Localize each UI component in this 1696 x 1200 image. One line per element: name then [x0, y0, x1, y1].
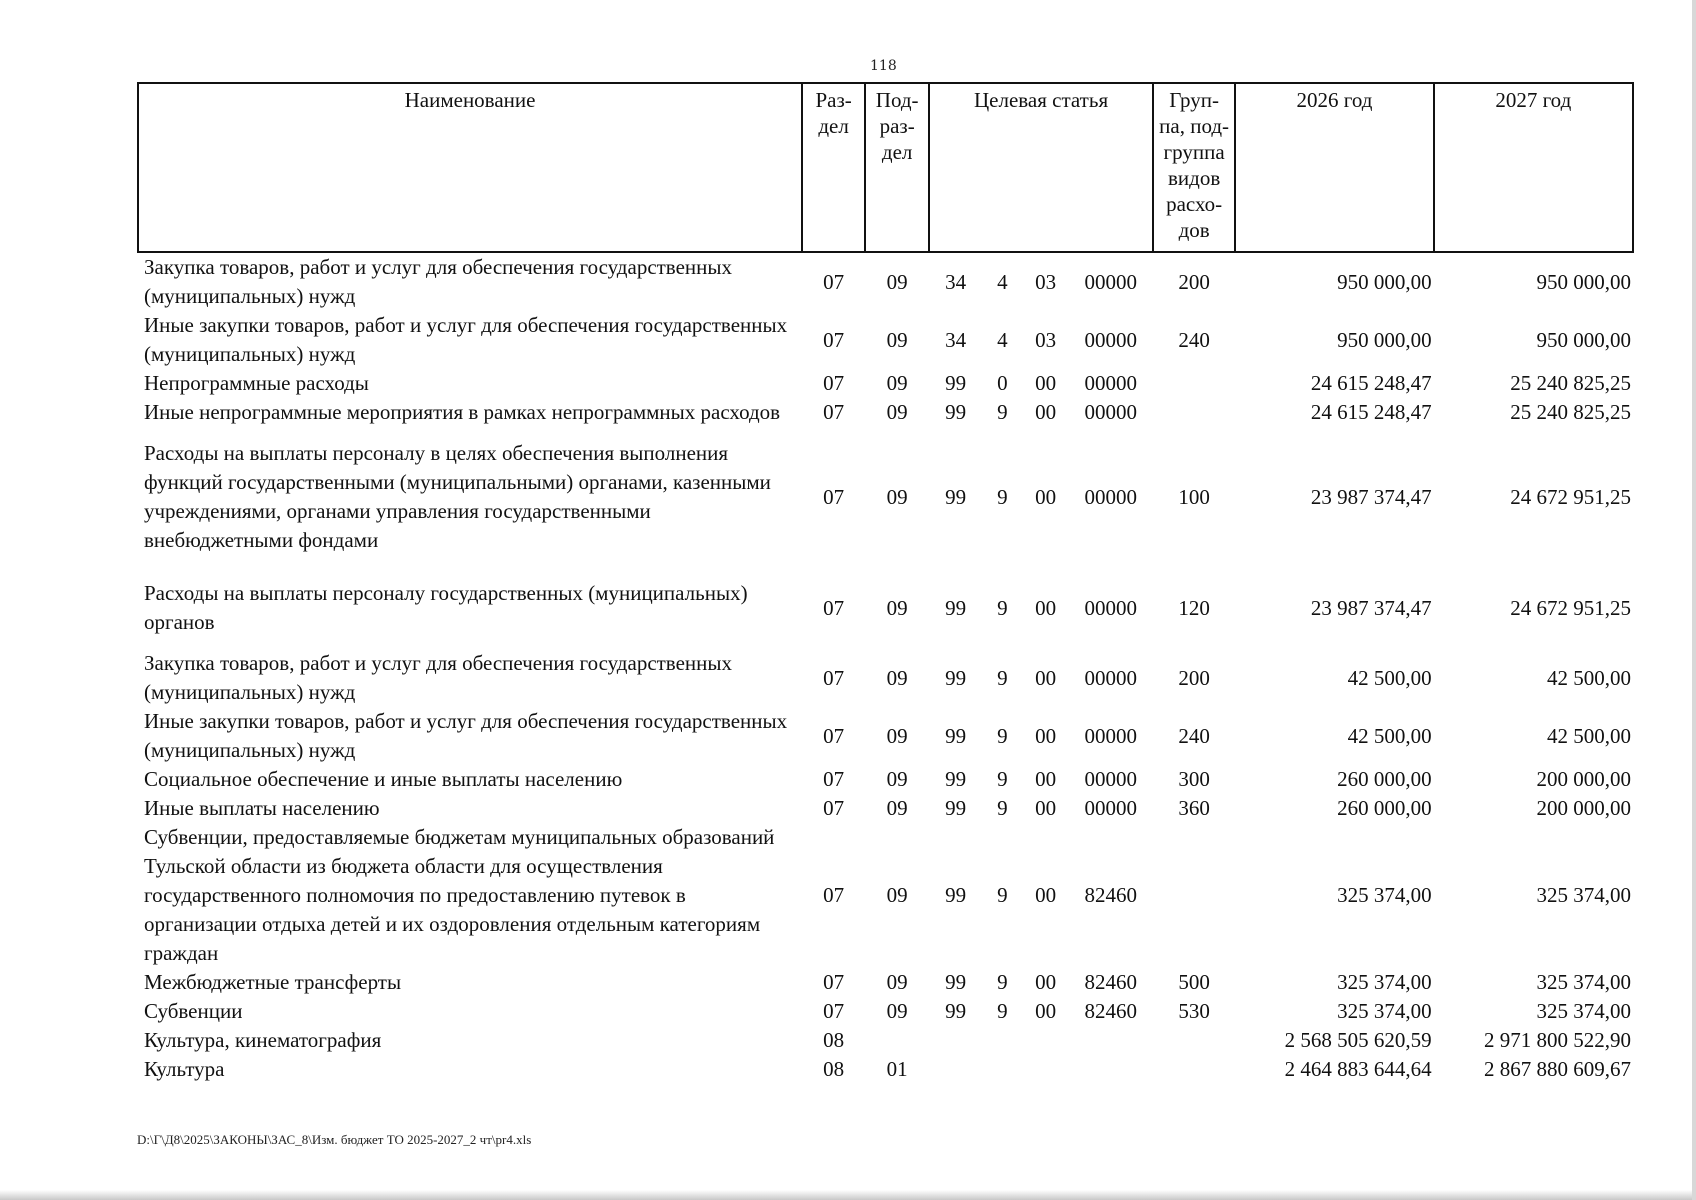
table-row	[138, 649, 1633, 707]
page-number: 118	[870, 58, 897, 74]
row-amount-2026: 24 615 248,47	[1310, 371, 1432, 395]
row-razdel: 07	[823, 767, 845, 791]
row-amount-2026: 2 464 883 644,64	[1284, 1057, 1432, 1081]
row-podrazdel: 09	[886, 970, 908, 994]
row-cs-sub: 00	[1035, 767, 1057, 791]
row-vid-rashodov: 360	[1178, 796, 1210, 820]
row-amount-2027: 42 500,00	[1547, 723, 1631, 748]
row-cs-program: 99	[945, 484, 967, 509]
row-name: Субвенции, предоставляемые бюджетам муниципальных образований Тульской области из бюджета области для осуществления государственного полномочия по предоставлению путевок в организации отдыха детей и их оздоровления отдельным категориям граждан	[144, 825, 775, 965]
header-2027: 2027 год	[1434, 83, 1633, 252]
row-podrazdel: 01	[886, 1057, 908, 1081]
row-name: Субвенции	[144, 999, 243, 1023]
row-amount-2027: 325 374,00	[1536, 883, 1631, 907]
table-row	[138, 794, 1633, 823]
row-cs-sub: 00	[1035, 371, 1057, 395]
row-vid-rashodov: 100	[1178, 484, 1210, 509]
budget-table	[137, 82, 1634, 1084]
header-2026: 2026 год	[1235, 83, 1433, 252]
row-cs-direction	[1068, 1026, 1152, 1055]
row-podrazdel: 09	[886, 327, 908, 352]
row-amount-2026: 950 000,00	[1337, 269, 1432, 294]
scan-edge-right	[1692, 0, 1696, 1200]
row-cs-direction: 00000	[1084, 400, 1137, 424]
row-name: Иные закупки товаров, работ и услуг для обеспечения государственных (муниципальных) нужд	[144, 709, 788, 762]
row-cs-type: 9	[997, 723, 1008, 748]
row-cs-program: 99	[945, 400, 967, 424]
row-name: Межбюджетные трансферты	[144, 970, 402, 994]
table-row	[138, 1026, 1633, 1055]
row-podrazdel: 09	[886, 484, 908, 509]
row-cs-program	[929, 1026, 982, 1055]
row-cs-sub: 00	[1035, 595, 1057, 620]
row-cs-sub: 00	[1035, 999, 1057, 1023]
row-razdel: 07	[823, 371, 845, 395]
row-cs-sub	[1023, 1055, 1069, 1084]
row-vid-rashodov: 200	[1178, 269, 1210, 294]
row-razdel: 07	[823, 400, 845, 424]
row-razdel: 07	[823, 595, 845, 620]
row-name: Расходы на выплаты персоналу в целях обеспечения выполнения функций государственными (муниципальными) органами, казенными учреждениями, органами управления государственными внебюджетными фондами	[144, 441, 771, 552]
row-name: Расходы на выплаты персоналу государственных (муниципальных) органов	[144, 581, 748, 634]
row-vid-rashodov	[1153, 823, 1235, 968]
row-amount-2026: 950 000,00	[1337, 327, 1432, 352]
row-podrazdel: 09	[886, 883, 908, 907]
row-cs-program: 99	[945, 665, 967, 690]
row-amount-2027: 24 672 951,25	[1510, 484, 1631, 509]
row-cs-program: 99	[945, 796, 967, 820]
row-cs-sub	[1023, 1026, 1069, 1055]
row-cs-type: 9	[997, 595, 1008, 620]
row-amount-2026: 325 374,00	[1337, 999, 1432, 1023]
row-amount-2027: 950 000,00	[1536, 327, 1631, 352]
row-amount-2027: 325 374,00	[1536, 970, 1631, 994]
row-cs-direction: 00000	[1084, 327, 1137, 352]
row-podrazdel: 09	[886, 665, 908, 690]
row-razdel: 07	[823, 484, 845, 509]
row-podrazdel: 09	[886, 595, 908, 620]
row-cs-type: 9	[997, 796, 1008, 820]
row-vid-rashodov: 240	[1178, 723, 1210, 748]
row-cs-sub: 03	[1035, 269, 1057, 294]
row-razdel: 07	[823, 723, 845, 748]
row-cs-type: 9	[997, 970, 1008, 994]
row-cs-type	[982, 1055, 1023, 1084]
row-cs-direction: 00000	[1084, 371, 1137, 395]
row-cs-direction: 82460	[1084, 883, 1137, 907]
row-amount-2027: 950 000,00	[1536, 269, 1631, 294]
row-cs-type: 4	[997, 269, 1008, 294]
row-name: Закупка товаров, работ и услуг для обеспечения государственных (муниципальных) нужд	[144, 255, 733, 308]
row-cs-program: 99	[945, 595, 967, 620]
header-gruppa-vidov: Груп- па, под- группа видов расхо- дов	[1153, 83, 1235, 252]
table-row	[138, 252, 1633, 311]
row-podrazdel: 09	[886, 723, 908, 748]
row-cs-type: 9	[997, 999, 1008, 1023]
table-body	[138, 252, 1633, 1084]
row-vid-rashodov	[1153, 1026, 1235, 1055]
row-amount-2027: 200 000,00	[1536, 796, 1631, 820]
row-vid-rashodov: 120	[1178, 595, 1210, 620]
row-vid-rashodov	[1153, 1055, 1235, 1084]
row-cs-type: 9	[997, 665, 1008, 690]
table-row	[138, 311, 1633, 369]
row-amount-2027: 25 240 825,25	[1510, 371, 1631, 395]
header-razdel: Раз- дел	[802, 83, 865, 252]
row-name: Закупка товаров, работ и услуг для обеспечения государственных (муниципальных) нужд	[144, 651, 733, 704]
header-name: Наименование	[138, 83, 802, 252]
header-podrazdel: Под- раз- дел	[865, 83, 929, 252]
row-amount-2027: 2 971 800 522,90	[1484, 1028, 1631, 1052]
row-cs-sub: 00	[1035, 970, 1057, 994]
row-cs-type: 9	[997, 883, 1008, 907]
row-cs-direction	[1068, 1055, 1152, 1084]
row-cs-sub: 00	[1035, 400, 1057, 424]
row-amount-2027: 42 500,00	[1547, 665, 1631, 690]
row-cs-type	[982, 1026, 1023, 1055]
row-podrazdel	[865, 1026, 929, 1055]
row-amount-2026: 24 615 248,47	[1310, 400, 1432, 424]
row-amount-2027: 2 867 880 609,67	[1484, 1057, 1631, 1081]
row-amount-2026: 260 000,00	[1337, 796, 1432, 820]
table-row	[138, 398, 1633, 427]
row-amount-2027: 200 000,00	[1536, 767, 1631, 791]
row-amount-2026: 260 000,00	[1337, 767, 1432, 791]
row-razdel: 07	[823, 970, 845, 994]
row-vid-rashodov: 530	[1178, 999, 1210, 1023]
row-cs-program	[929, 1055, 982, 1084]
row-amount-2026: 325 374,00	[1337, 970, 1432, 994]
row-amount-2026: 23 987 374,47	[1310, 484, 1432, 509]
row-name: Иные выплаты населению	[144, 796, 380, 820]
row-razdel: 07	[823, 796, 845, 820]
row-cs-sub: 00	[1035, 484, 1057, 509]
row-cs-direction: 82460	[1084, 999, 1137, 1023]
row-podrazdel: 09	[886, 999, 908, 1023]
row-razdel: 07	[823, 269, 845, 294]
row-cs-direction: 00000	[1084, 767, 1137, 791]
table-row	[138, 707, 1633, 765]
row-cs-sub: 00	[1035, 723, 1057, 748]
table-row	[138, 567, 1633, 649]
row-amount-2026: 42 500,00	[1347, 723, 1432, 748]
row-name: Непрограммные расходы	[144, 371, 369, 395]
row-vid-rashodov: 500	[1178, 970, 1210, 994]
row-cs-program: 99	[945, 999, 967, 1023]
row-cs-direction: 82460	[1084, 970, 1137, 994]
row-cs-type: 9	[997, 400, 1008, 424]
row-podrazdel: 09	[886, 269, 908, 294]
row-razdel: 07	[823, 999, 845, 1023]
row-cs-type: 0	[997, 371, 1008, 395]
table-row	[138, 1055, 1633, 1084]
row-vid-rashodov: 200	[1178, 665, 1210, 690]
file-path: D:\Г\Д8\2025\ЗАКОНЫ\ЗАС_8\Изм. бюджет ТО 2025-2027_2 чт\pr4.xls	[137, 1132, 532, 1147]
row-cs-sub: 03	[1035, 327, 1057, 352]
row-cs-direction: 00000	[1084, 269, 1137, 294]
row-vid-rashodov: 240	[1178, 327, 1210, 352]
row-cs-type: 9	[997, 484, 1008, 509]
row-cs-direction: 00000	[1084, 723, 1137, 748]
row-cs-direction: 00000	[1084, 665, 1137, 690]
row-amount-2026: 2 568 505 620,59	[1284, 1028, 1432, 1052]
row-razdel: 07	[823, 665, 845, 690]
row-vid-rashodov	[1153, 369, 1235, 398]
row-razdel: 07	[823, 883, 845, 907]
row-cs-direction: 00000	[1084, 796, 1137, 820]
table-row	[138, 997, 1633, 1026]
row-name: Культура	[144, 1057, 225, 1081]
row-podrazdel: 09	[886, 796, 908, 820]
table-header-row	[138, 83, 1633, 252]
row-podrazdel: 09	[886, 371, 908, 395]
row-cs-program: 34	[945, 269, 967, 294]
row-cs-program: 99	[945, 970, 967, 994]
row-cs-program: 99	[945, 883, 967, 907]
row-amount-2026: 325 374,00	[1337, 883, 1432, 907]
row-cs-program: 99	[945, 723, 967, 748]
row-cs-program: 99	[945, 371, 967, 395]
row-podrazdel: 09	[886, 767, 908, 791]
table-row	[138, 823, 1633, 968]
scan-edge-bottom	[0, 1190, 1696, 1200]
row-razdel: 08	[823, 1057, 845, 1081]
row-name: Культура, кинематография	[144, 1028, 382, 1052]
row-cs-sub: 00	[1035, 665, 1057, 690]
table-row	[138, 427, 1633, 567]
row-cs-type: 4	[997, 327, 1008, 352]
row-vid-rashodov	[1153, 398, 1235, 427]
row-name: Иные закупки товаров, работ и услуг для обеспечения государственных (муниципальных) нужд	[144, 313, 788, 366]
row-amount-2027: 24 672 951,25	[1510, 595, 1631, 620]
row-cs-sub: 00	[1035, 883, 1057, 907]
row-name: Социальное обеспечение и иные выплаты населению	[144, 767, 623, 791]
row-cs-type: 9	[997, 767, 1008, 791]
row-name: Иные непрограммные мероприятия в рамках непрограммных расходов	[144, 400, 781, 424]
row-razdel: 08	[823, 1028, 845, 1052]
row-cs-direction: 00000	[1084, 595, 1137, 620]
row-cs-direction: 00000	[1084, 484, 1137, 509]
row-amount-2027: 25 240 825,25	[1510, 400, 1631, 424]
table-row	[138, 369, 1633, 398]
row-amount-2027: 325 374,00	[1536, 999, 1631, 1023]
table-row	[138, 968, 1633, 997]
row-cs-program: 99	[945, 767, 967, 791]
row-razdel: 07	[823, 327, 845, 352]
header-celevaya-statya: Целевая статья	[929, 83, 1153, 252]
row-cs-program: 34	[945, 327, 967, 352]
row-podrazdel: 09	[886, 400, 908, 424]
row-cs-sub: 00	[1035, 796, 1057, 820]
row-amount-2026: 42 500,00	[1347, 665, 1432, 690]
row-amount-2026: 23 987 374,47	[1310, 595, 1432, 620]
row-vid-rashodov: 300	[1178, 767, 1210, 791]
table-row	[138, 765, 1633, 794]
